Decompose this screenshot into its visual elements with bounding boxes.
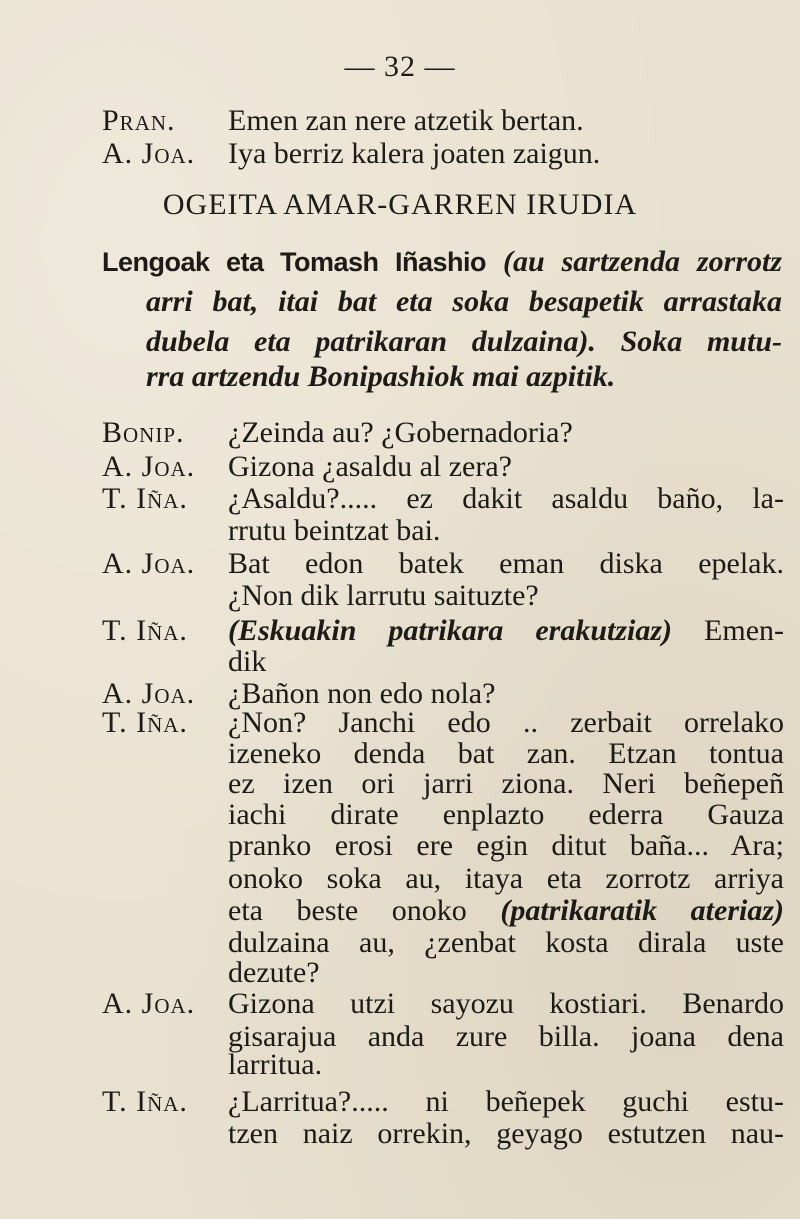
dialogue-line [0,514,800,548]
speaker-label: A. Joa. [102,450,196,483]
dialogue-text: Gizona utzi sayozu kostiari. Benardo [228,987,784,1020]
dialogue-fragment: Emen- [704,614,784,647]
scene-heading: OGEITA AMAR-GARREN IRUDIA [162,188,638,221]
dialogue-text: Bat edon batek eman diska epelak. [228,547,784,580]
stage-italic: (patrikaratik ateriaz) [500,894,784,927]
dialogue-line [0,956,800,990]
dialogue-line [0,987,800,1021]
speaker-label: T. Iña. [102,706,188,739]
stage-italic: (au sartzenda zorrotz [502,245,783,278]
dialogue-line [0,450,800,484]
dialogue-line [0,579,800,613]
dialogue-text [228,894,784,928]
dialogue-text: ¿Asaldu?..... ez dakit asaldu baño, la- [228,482,784,515]
dialogue-text: ¿Bañon non edo nola? [228,677,496,710]
dialogue-text: rrutu beintzat bai. [228,514,441,547]
dialogue-line [0,614,800,648]
dialogue-line [0,798,800,832]
dialogue-text: dulzaina au, ¿zenbat kosta dirala uste [228,926,784,959]
stage-direction-line [0,242,800,282]
dialogue-text: tzen naiz orrekin, geyago estutzen nau- [228,1117,784,1150]
dialogue-line [0,894,800,928]
stage-direction-line [0,322,800,362]
speaker-label: T. Iña. [102,1085,188,1118]
dialogue-line [0,645,800,679]
dialogue-line [0,137,800,171]
stage-direction-text: rra artzendu Bonipashiok mai azpitik. [146,360,616,393]
dialogue-text: onoko soka au, itaya eta zorrotz arriya [228,862,784,895]
dialogue-line [0,862,800,896]
dialogue-line [0,482,800,516]
speaker-label: A. Joa. [102,137,196,170]
dialogue-line [0,706,800,740]
dialogue-text: ¿Non dik larrutu saituzte? [228,579,539,612]
dialogue-line [0,1048,800,1082]
dialogue-text: ¿Larritua?..... ni beñepek guchi estu- [228,1085,784,1118]
speaker-label: Bonip. [102,416,185,449]
dialogue-line [0,926,800,960]
speaker-label: Pran. [102,104,176,137]
dialogue-line [0,1085,800,1119]
dialogue-line [0,737,800,771]
stage-direction-text [102,242,782,282]
stage-direction-text: dubela eta patrikaran dulzaina). Soka mutu- [146,325,782,358]
dialogue-text: Gizona ¿asaldu al zera? [228,450,512,483]
speaker-label: A. Joa. [102,987,196,1020]
dialogue-text: iachi dirate enplazto ederra Gauza [228,798,784,831]
stage-direction-text: arri bat, itai bat eta soka besapetik arrastaka [146,285,782,318]
dialogue-line [0,1117,800,1151]
dialogue-line [0,547,800,581]
dialogue-text [228,614,784,648]
speaker-label: T. Iña. [102,482,188,515]
page-number: — 32 — [344,50,456,83]
speaker-label: A. Joa. [102,677,196,710]
dialogue-text: Emen zan nere atzetik bertan. [228,104,584,137]
stage-direction-line [0,357,800,397]
dialogue-text: dezute? [228,956,320,989]
dialogue-text: ez izen ori jarri ziona. Neri beñepeñ [228,767,784,800]
dialogue-text: dik [228,645,267,678]
dialogue-text: ¿Zeinda au? ¿Gobernadoria? [228,416,573,449]
stage-characters: Lengoak eta Tomash Iñashio [102,247,486,277]
dialogue-text: larritua. [228,1048,323,1081]
dialogue-fragment: eta beste onoko [228,894,467,927]
dialogue-text: gisarajua anda zure billa. joana dena [228,1020,784,1053]
dialogue-text: Iya berriz kalera joaten zaigun. [228,137,601,170]
dialogue-text: izeneko denda bat zan. Etzan tontua [228,737,784,770]
dialogue-text: ¿Non? Janchi edo .. zerbait orrelako [228,706,784,739]
dialogue-line [0,416,800,450]
speaker-label: T. Iña. [102,614,188,647]
dialogue-text: pranko erosi ere egin ditut baña... Ara; [228,829,784,862]
dialogue-line [0,767,800,801]
speaker-label: A. Joa. [102,547,196,580]
dialogue-line [0,829,800,863]
dialogue-line [0,104,800,138]
stage-direction-line [0,282,800,322]
stage-italic: (Eskuakin patrikara erakutziaz) [228,614,673,647]
